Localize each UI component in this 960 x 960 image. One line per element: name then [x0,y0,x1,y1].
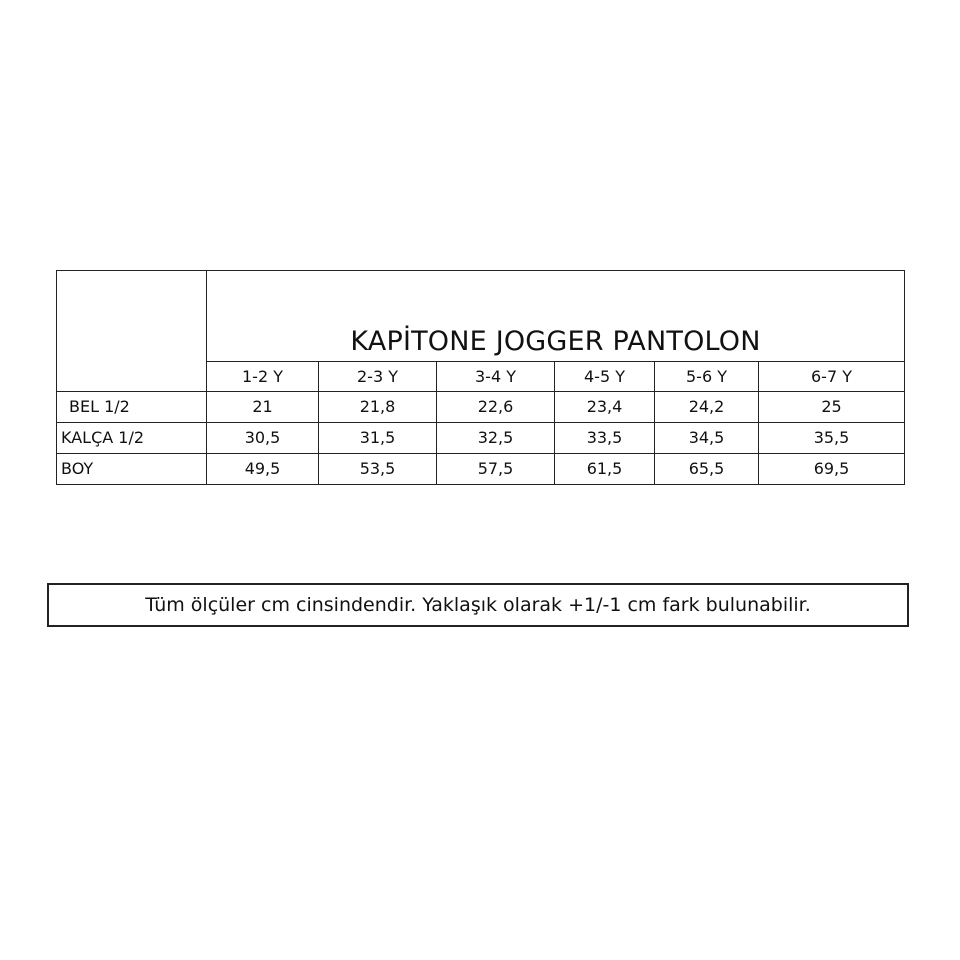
table-cell: 33,5 [555,423,655,454]
title-row [57,271,905,362]
measurement-note-text: Tüm ölçüler cm cinsindendir. Yaklaşık olarak +1/-1 cm fark bulunabilir. [145,594,811,616]
table-row [57,423,905,454]
measurement-note [47,583,909,627]
table-cell: 21,8 [319,392,437,423]
size-header: 3-4 Y [437,362,555,392]
table-title: KAPİTONE JOGGER PANTOLON [207,271,905,362]
table-cell: 31,5 [319,423,437,454]
table-cell: 23,4 [555,392,655,423]
table-cell: 57,5 [437,454,555,485]
table-cell: 61,5 [555,454,655,485]
table-cell: 34,5 [655,423,759,454]
table-cell: 25 [759,392,905,423]
row-label: KALÇA 1/2 [57,423,207,454]
table-cell: 30,5 [207,423,319,454]
table-cell: 24,2 [655,392,759,423]
size-chart-table [56,270,905,485]
size-header: 5-6 Y [655,362,759,392]
table-row [57,454,905,485]
row-label: BOY [57,454,207,485]
table-cell: 22,6 [437,392,555,423]
table-row [57,392,905,423]
table-cell: 49,5 [207,454,319,485]
table-cell: 65,5 [655,454,759,485]
size-header: 1-2 Y [207,362,319,392]
table-cell: 21 [207,392,319,423]
table-cell: 32,5 [437,423,555,454]
size-header: 6-7 Y [759,362,905,392]
size-header: 2-3 Y [319,362,437,392]
table-cell: 69,5 [759,454,905,485]
table-cell: 35,5 [759,423,905,454]
table-cell: 53,5 [319,454,437,485]
row-label: BEL 1/2 [57,392,207,423]
size-header: 4-5 Y [555,362,655,392]
corner-cell [57,271,207,392]
